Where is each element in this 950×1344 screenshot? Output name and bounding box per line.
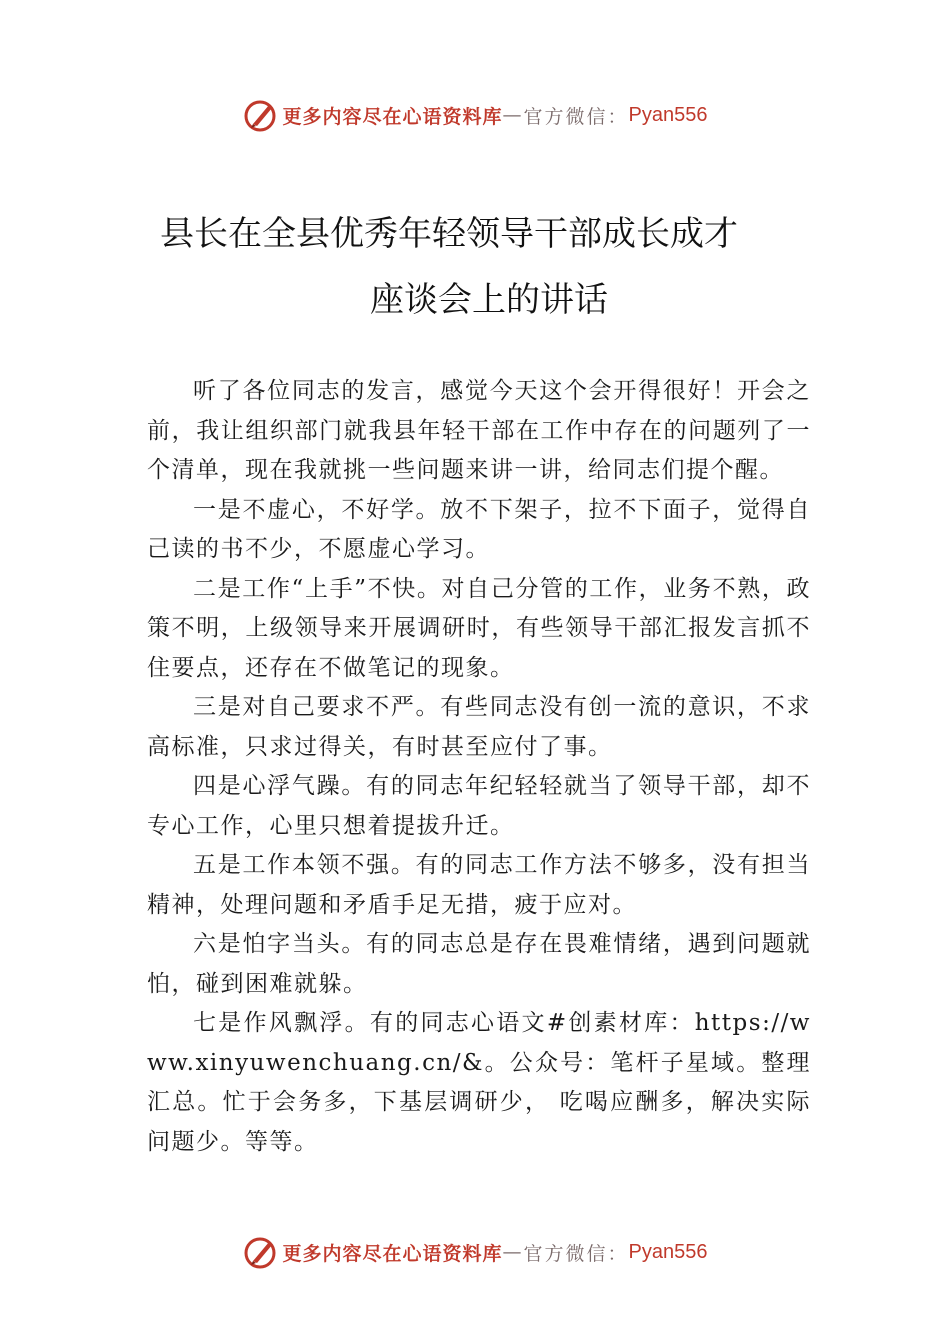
paragraph: 二是工作“上手”不快。对自己分管的工作，业务不熟，政策不明，上级领导来开展调研时，有些领导干部汇报发言抓不住要点，还存在不做笔记的现象。 [147,575,811,681]
banner-dash: — [502,104,524,126]
banner-wechat-id: Pyan556 [628,1240,708,1263]
paragraph: 四是心浮气躁。有的同志年纪轻轻就当了领导干部，却不专心工作，心里只想着提拔升迁。 [147,773,811,839]
banner-site-text: 更多内容尽在心语资料库 [282,1242,503,1265]
document-title-line2: 座谈会上的讲话 [370,280,608,320]
banner-wechat-id: Pyan556 [628,103,708,126]
paragraph: 五是工作本领不强。有的同志工作方法不够多，没有担当精神，处理问题和矛盾手足无措，疲于应对。 [147,852,811,918]
header-banner [0,95,950,135]
paragraph: 七是作风飘浮。有的同志心语文#创素材库：https://www.xinyuwenchuang.cn/&。公众号：笔杆子星域。整理汇总。忙于会务多，下基层调研少， 吃喝应酬多，解决实际问题少。等等。 [147,1010,811,1155]
footer-banner [0,1232,950,1272]
banner-wechat-label: 官方微信： [523,1242,629,1265]
document-body [147,372,811,1162]
paragraph: 一是不虚心，不好学。放不下架子，拉不下面子，觉得自己读的书不少，不愿虚心学习。 [147,496,811,562]
paragraph: 三是对自己要求不严。有些同志没有创一流的意识，不求高标准，只求过得关，有时甚至应付了事。 [147,694,811,760]
paragraph: 听了各位同志的发言，感觉今天这个会开得很好！开会之前，我让组织部门就我县年轻干部在工作中存在的问题列了一个清单，现在我就挑一些问题来讲一讲，给同志们提个醒。 [147,378,811,483]
paragraph: 六是怕字当头。有的同志总是存在畏难情绪，遇到问题就怕，碰到困难就躲。 [147,931,811,997]
brush-logo-icon [243,97,279,133]
banner-site-text: 更多内容尽在心语资料库 [282,105,503,128]
document-title-line1: 县长在全县优秀年轻领导干部成长成才 [160,214,738,254]
banner-dash: — [502,1241,524,1263]
banner-wechat-label: 官方微信： [523,105,629,128]
brush-logo-icon [243,1234,279,1270]
